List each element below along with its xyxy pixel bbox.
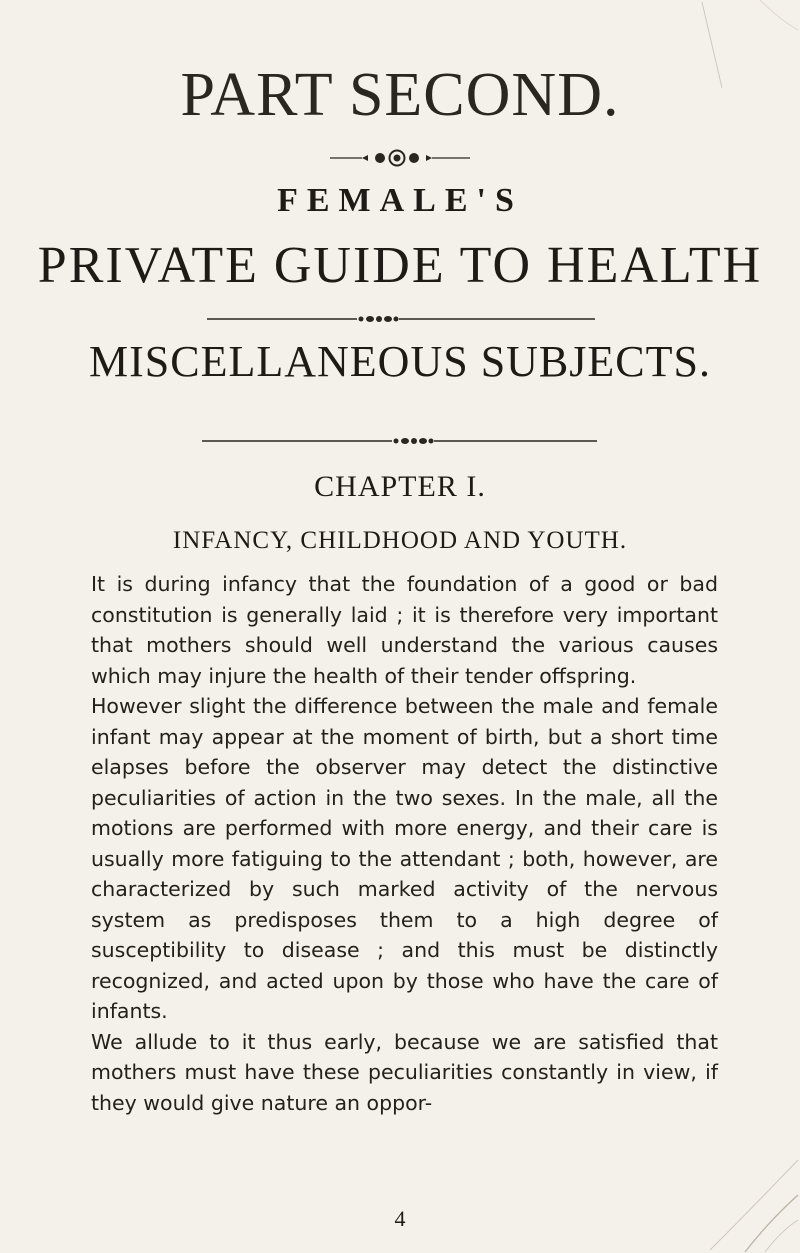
part-title: PART SECOND. [180, 61, 620, 129]
female-title: FEMALE'S [277, 182, 523, 219]
section-title: MISCELLANEOUS SUBJECTS. [89, 337, 711, 386]
rule-divider-icon [207, 312, 595, 326]
paragraph: However slight the difference between the male and female infant may appear at the moment of birth, but a short time elapses before the observer may detect the distinctive peculiarities of action in the two sexes. In the male, all the motions are performed with more energy, and their care is usually more fatiguing to the attendant ; both, however, are characterized by such marked activity of the nervous system as predisposes them to a high degree of susceptibility to disease ; and this must be distinctly recognized, and acted upon by those who have the care of infants. [91, 694, 718, 1023]
guide-title: PRIVATE GUIDE TO HEALTH [37, 237, 763, 294]
paragraph: It is during infancy that the foundation of a good or bad constitution is generally laid ; it is therefore very important that mothers should well understand the various causes which may injure the health of their tender offspring. [91, 572, 718, 688]
chapter-title: CHAPTER I. [314, 470, 486, 503]
chapter-subtitle: INFANCY, CHILDHOOD AND YOUTH. [172, 527, 628, 554]
paragraph: We allude to it thus early, because we are satisfied that mothers must have these peculiarities constantly in view, if they would give nature an oppor- [91, 1029, 718, 1115]
body-text [91, 569, 718, 1118]
rule-divider-icon [202, 434, 597, 448]
ornament-divider-icon [300, 148, 500, 168]
page-number: 4 [394, 1206, 406, 1231]
